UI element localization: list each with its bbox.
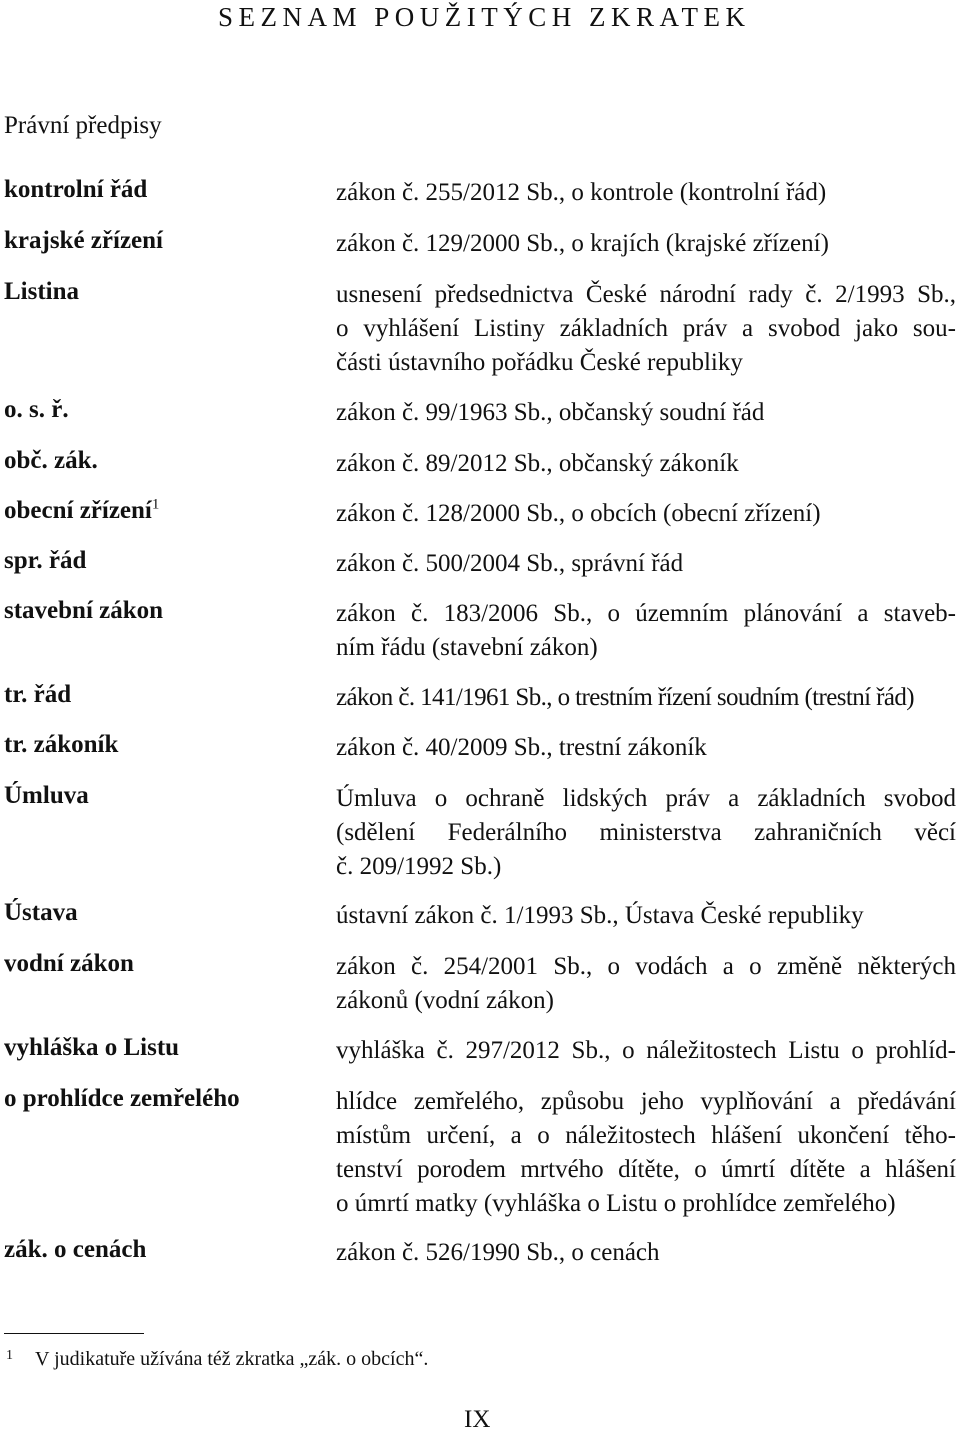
abbreviation-term: vyhláška o Listu	[4, 1034, 180, 1061]
abbreviation-definition	[336, 681, 956, 715]
definition-line: tenství porodem mrtvého dítěte, o úmrtí dítěte a hlášení	[336, 1156, 956, 1183]
abbreviation-term: spr. řád	[4, 547, 87, 574]
definition-line: části ústavního pořádku České republiky	[336, 349, 743, 376]
abbreviation-term: krajské zřízení	[4, 227, 163, 254]
abbreviation-definition	[336, 1034, 956, 1068]
footnote	[6, 1348, 428, 1371]
abbreviation-definition	[336, 396, 956, 430]
abbreviation-term: vodní zákon	[4, 950, 134, 977]
abbreviation-definition	[336, 1085, 956, 1221]
definition-line: vyhláška č. 297/2012 Sb., o náležitostech Listu o prohlíd-	[336, 1037, 956, 1064]
definition-line: zákonů (vodní zákon)	[336, 987, 554, 1014]
term-text: obecní zřízení	[4, 497, 152, 524]
footnote-number: 1	[6, 1348, 13, 1363]
definition-line: o úmrtí matky (vyhláška o Listu o prohlídce zemřelého)	[336, 1190, 896, 1217]
abbreviation-term: o prohlídce zemřelého	[4, 1085, 240, 1112]
definition-line: hlídce zemřelého, způsobu jeho vyplňování a předávání	[336, 1088, 956, 1115]
definition-line: (sdělení Federálního ministerstva zahraničních věcí	[336, 819, 956, 846]
definition-line: zákon č. 129/2000 Sb., o krajích (krajské zřízení)	[336, 230, 829, 257]
abbreviation-term: o. s. ř.	[4, 396, 69, 423]
abbreviation-term: kontrolní řád	[4, 176, 148, 203]
footnote-text: V judikatuře užívána též zkratka „zák. o obcích“.	[35, 1348, 429, 1370]
definition-line: zákon č. 89/2012 Sb., občanský zákoník	[336, 450, 739, 477]
definition-line: zákon č. 99/1963 Sb., občanský soudní řád	[336, 399, 765, 426]
abbreviation-definition	[336, 1236, 956, 1270]
abbreviation-definition	[336, 899, 956, 933]
abbreviation-definition	[336, 597, 956, 665]
abbreviation-term: stavební zákon	[4, 597, 164, 624]
definition-line: ním řádu (stavební zákon)	[336, 634, 598, 661]
definition-line: o vyhlášení Listiny základních práv a svobod jako sou-	[336, 315, 956, 342]
definition-line: zákon č. 255/2012 Sb., o kontrole (kontrolní řád)	[336, 179, 827, 206]
footnote-reference: 1	[151, 496, 160, 513]
abbreviation-term: Ústava	[4, 899, 78, 926]
abbreviation-definition	[336, 547, 956, 581]
abbreviation-definition	[336, 950, 956, 1018]
abbreviation-term: Listina	[4, 278, 80, 305]
abbreviation-definition	[336, 731, 956, 765]
definition-line: zákon č. 526/1990 Sb., o cenách	[336, 1239, 660, 1266]
abbreviation-definition	[336, 782, 956, 884]
definition-line: zákon č. 40/2009 Sb., trestní zákoník	[336, 734, 707, 761]
definition-line: zákon č. 254/2001 Sb., o vodách a o změně některých	[336, 953, 956, 980]
definition-line: č. 209/1992 Sb.)	[336, 853, 502, 880]
abbreviation-term: tr. zákoník	[4, 731, 119, 758]
abbreviation-definition	[336, 497, 956, 531]
abbreviation-definition	[336, 227, 956, 261]
definition-line: ústavní zákon č. 1/1993 Sb., Ústava České republiky	[336, 902, 864, 929]
definition-line: zákon č. 500/2004 Sb., správní řád	[336, 550, 684, 577]
definition-line: zákon č. 128/2000 Sb., o obcích (obecní zřízení)	[336, 500, 821, 527]
section-heading: Právní předpisy	[4, 112, 162, 139]
abbreviation-definition	[336, 176, 956, 210]
page-title: SEZNAM POUŽITÝCH ZKRATEK	[218, 2, 751, 32]
abbreviation-term: obč. zák.	[4, 447, 98, 474]
definition-line: usnesení předsednictva České národní rady č. 2/1993 Sb.,	[336, 281, 956, 308]
footnote-divider	[4, 1333, 144, 1334]
abbreviation-term: tr. řád	[4, 681, 72, 708]
abbreviation-term: zák. o cenách	[4, 1236, 147, 1263]
abbreviation-definition	[336, 278, 956, 380]
abbreviation-term: Úmluva	[4, 782, 89, 809]
definition-line: místům určení, a o náležitostech hlášení ukončení těho-	[336, 1122, 956, 1149]
definition-line: zákon č. 183/2006 Sb., o územním plánování a staveb-	[336, 600, 956, 627]
abbreviation-term	[4, 497, 159, 525]
page-number: IX	[464, 1406, 491, 1433]
abbreviation-definition	[336, 447, 956, 481]
definition-line: zákon č. 141/1961 Sb., o trestním řízení soudním (trestní řád)	[336, 684, 914, 711]
definition-line: Úmluva o ochraně lidských práv a základních svobod	[336, 785, 956, 812]
